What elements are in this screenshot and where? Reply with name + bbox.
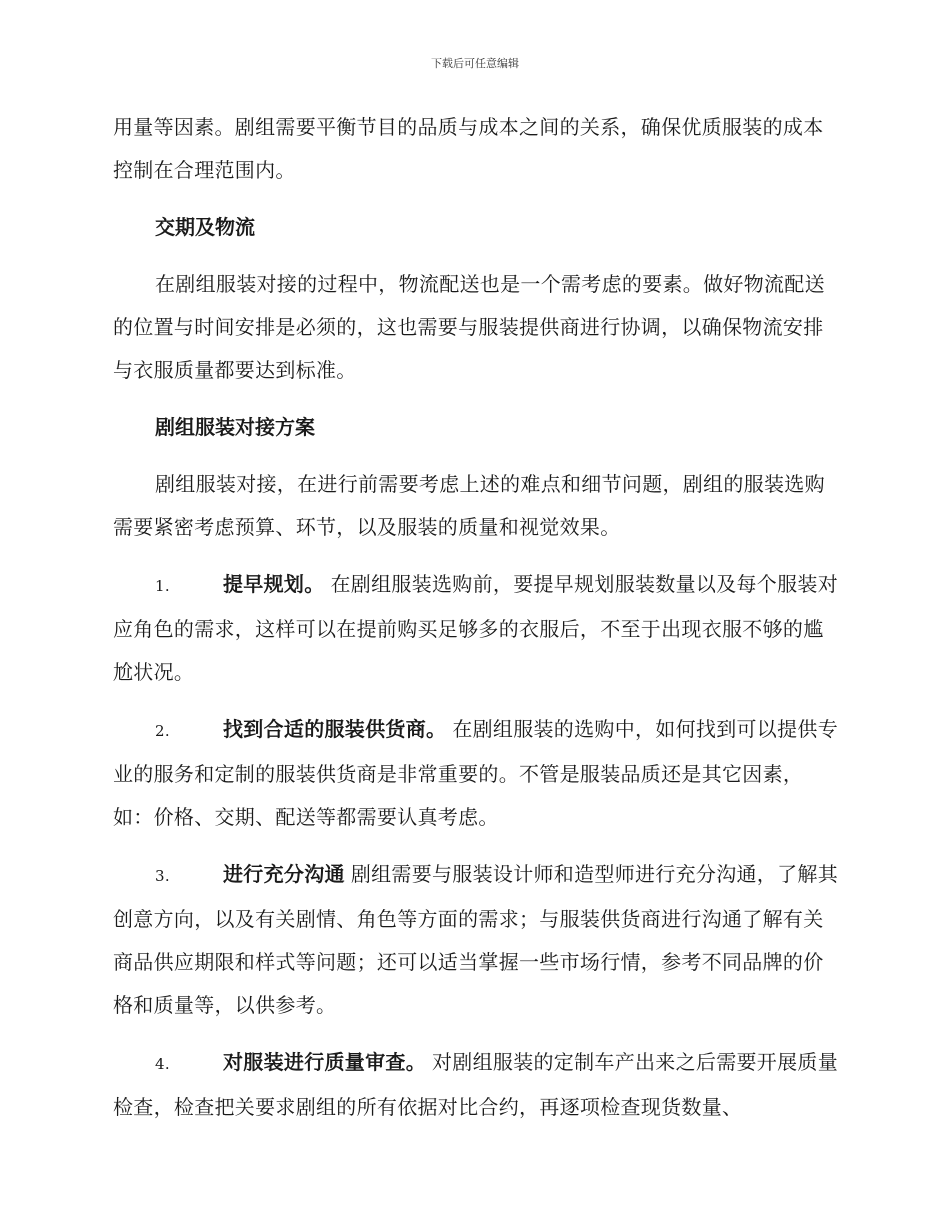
delivery-paragraph: 在剧组服装对接的过程中，物流配送也是一个需考虑的要素。做好物流配送的位置与时间安排是必须的，这也需要与服装提供商进行协调，以确保物流安排与衣服质量都要达到标准。 (113, 272, 825, 382)
list-item (113, 708, 843, 839)
list-item (113, 563, 843, 694)
list-item-text: 对剧组服装的定制车产出来之后需要开展质量检查，检查把关要求剧组的所有依据对比合约，再逐项检查现货数量、 (113, 1050, 838, 1119)
list-item-number: 4. (155, 1055, 170, 1073)
list-item (113, 1041, 843, 1129)
plan-heading: 剧组服装对接方案 (155, 415, 315, 439)
list-item-lead: 找到合适的服装供货商。 (223, 717, 447, 741)
list-item-text: 剧组需要与服装设计师和造型师进行充分沟通，了解其创意方向，以及有关剧情、角色等方面的需求；与服装供货商进行沟通了解有关商品供应期限和样式等问题；还可以适当掌握一些市场行情，参考不同品牌的价格和质量等，以供参考。 (113, 862, 839, 1017)
list-item-text: 在剧组服装选购前，要提早规划服装数量以及每个服装对应角色的需求，这样可以在提前购买足够多的衣服后，不至于出现衣服不够的尴尬状况。 (113, 572, 838, 684)
list-item-number: 1. (155, 577, 170, 595)
list-item-number: 3. (155, 867, 170, 885)
list-item-number: 2. (155, 722, 170, 740)
intro-paragraph: 用量等因素。剧组需要平衡节目的品质与成本之间的关系，确保优质服装的成本控制在合理范围内。 (113, 115, 824, 182)
list-item-lead: 提早规划。 (223, 572, 325, 596)
page-header-note: 下载后可任意编辑 (431, 57, 519, 70)
list-item-lead: 对服装进行质量审查。 (223, 1050, 426, 1074)
list-item-lead: 进行充分沟通 (223, 862, 345, 886)
list-item-text: 在剧组服装的选购中，如何找到可以提供专业的服务和定制的服装供货商是非常重要的。不管是服装品质还是其它因素，如：价格、交期、配送等都需要认真考虑。 (113, 717, 839, 829)
delivery-heading: 交期及物流 (155, 215, 255, 239)
list-item (113, 853, 843, 1027)
document-body (113, 106, 843, 1143)
plan-paragraph: 剧组服装对接，在进行前需要考虑上述的难点和细节问题，剧组的服装选购需要紧密考虑预算、环节，以及服装的质量和视觉效果。 (113, 472, 825, 539)
